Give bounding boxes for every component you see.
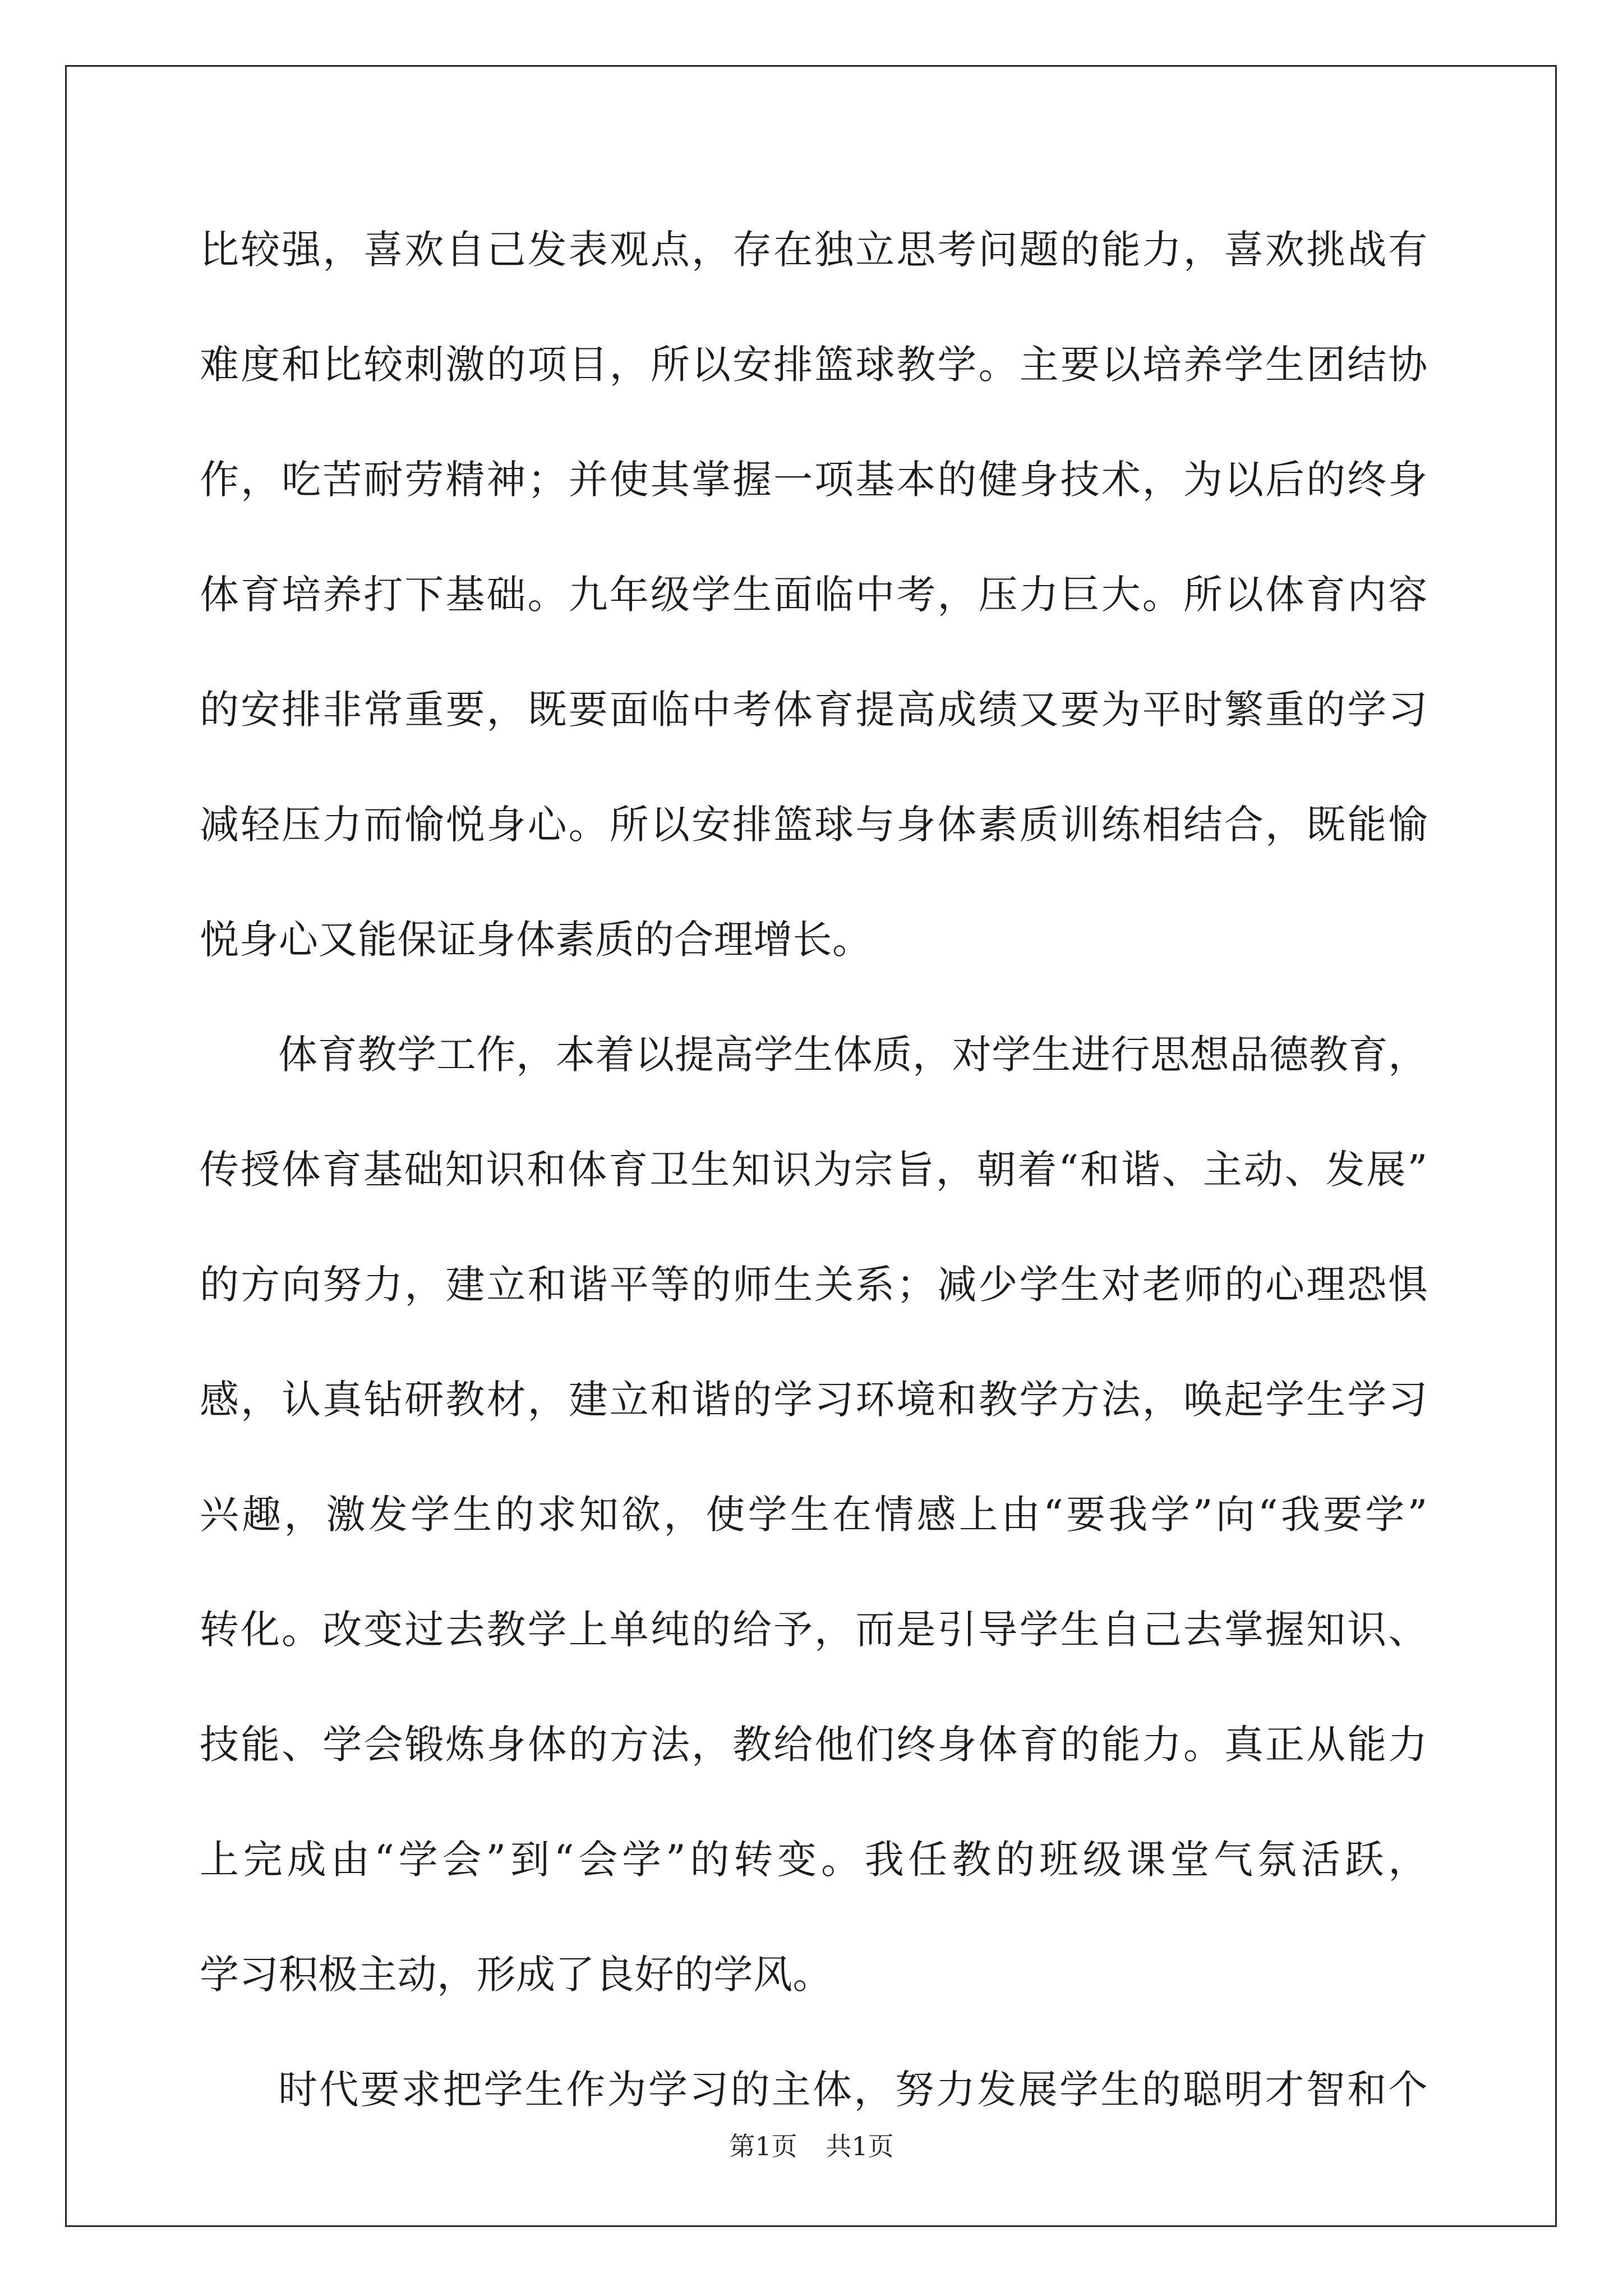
text-line-indented: 体 育 教 学 工 作 ， 本 着 以 提 高 学 生 体 质 ， 对 学 生 进 行 思 想 品 德 教 育 ， — [278, 1032, 1428, 1078]
text-line: 上 完 成 由 “ 学 会 ” 到 “ 会 学 ” 的 转 变 。 我 任 教 的 班 级 课 堂 气 氛 活 跃 ， — [200, 1837, 1428, 1883]
page-number-current: 第1页 — [729, 2131, 797, 2161]
text-line: 转 化 。 改 变 过 去 教 学 上 单 纯 的 给 予 ， 而 是 引 导 学 生 自 己 去 掌 握 知 识 、 — [200, 1607, 1428, 1653]
text-line-last: 悦身心又能保证身体素质的合理增长。 — [200, 917, 872, 963]
page-number-total: 共1页 — [826, 2131, 894, 2161]
paragraph-2 — [200, 1013, 1428, 2047]
text-line: 作 ， 吃 苦 耐 劳 精 神 ； 并 使 其 掌 握 一 项 基 本 的 健 身 技 术 ， 为 以 后 的 终 身 — [200, 457, 1428, 503]
document-body — [200, 208, 1428, 2162]
text-line: 难 度 和 比 较 刺 激 的 项 目 ， 所 以 安 排 篮 球 教 学 。 主 要 以 培 养 学 生 团 结 协 — [200, 342, 1428, 388]
text-line: 减 轻 压 力 而 愉 悦 身 心 。 所 以 安 排 篮 球 与 身 体 素 质 训 练 相 结 合 ， 既 能 愉 — [200, 802, 1428, 848]
text-line: 的 方 向 努 力 ， 建 立 和 谐 平 等 的 师 生 关 系 ； 减 少 学 生 对 老 师 的 心 理 恐 惧 — [200, 1262, 1428, 1308]
text-line: 传 授 体 育 基 础 知 识 和 体 育 卫 生 知 识 为 宗 旨 ， 朝 着 “ 和 谐 、 主 动 、 发 展 ” — [200, 1147, 1428, 1193]
text-line-last: 学习积极主动，形成了良好的学风。 — [200, 1952, 832, 1998]
text-line: 兴 趣 ， 激 发 学 生 的 求 知 欲 ， 使 学 生 在 情 感 上 由 “ 要 我 学 ” 向 “ 我 要 学 ” — [200, 1492, 1428, 1538]
text-line: 体 育 培 养 打 下 基 础 。 九 年 级 学 生 面 临 中 考 ， 压 力 巨 大 。 所 以 体 育 内 容 — [200, 572, 1428, 618]
text-line-indented: 时 代 要 求 把 学 生 作 为 学 习 的 主 体 ， 努 力 发 展 学 生 的 聪 明 才 智 和 个 — [278, 2067, 1428, 2113]
text-line: 感 ， 认 真 钻 研 教 材 ， 建 立 和 谐 的 学 习 环 境 和 教 学 方 法 ， 唤 起 学 生 学 习 — [200, 1377, 1428, 1423]
text-line: 技 能 、 学 会 锻 炼 身 体 的 方 法 ， 教 给 他 们 终 身 体 育 的 能 力 。 真 正 从 能 力 — [200, 1722, 1428, 1768]
text-line: 比 较 强 ， 喜 欢 自 己 发 表 观 点 ， 存 在 独 立 思 考 问 题 的 能 力 ， 喜 欢 挑 战 有 — [200, 227, 1428, 273]
page-footer — [0, 2129, 1623, 2163]
paragraph-1 — [200, 208, 1428, 1013]
text-line: 的 安 排 非 常 重 要 ， 既 要 面 临 中 考 体 育 提 高 成 绩 又 要 为 平 时 繁 重 的 学 习 — [200, 687, 1428, 733]
